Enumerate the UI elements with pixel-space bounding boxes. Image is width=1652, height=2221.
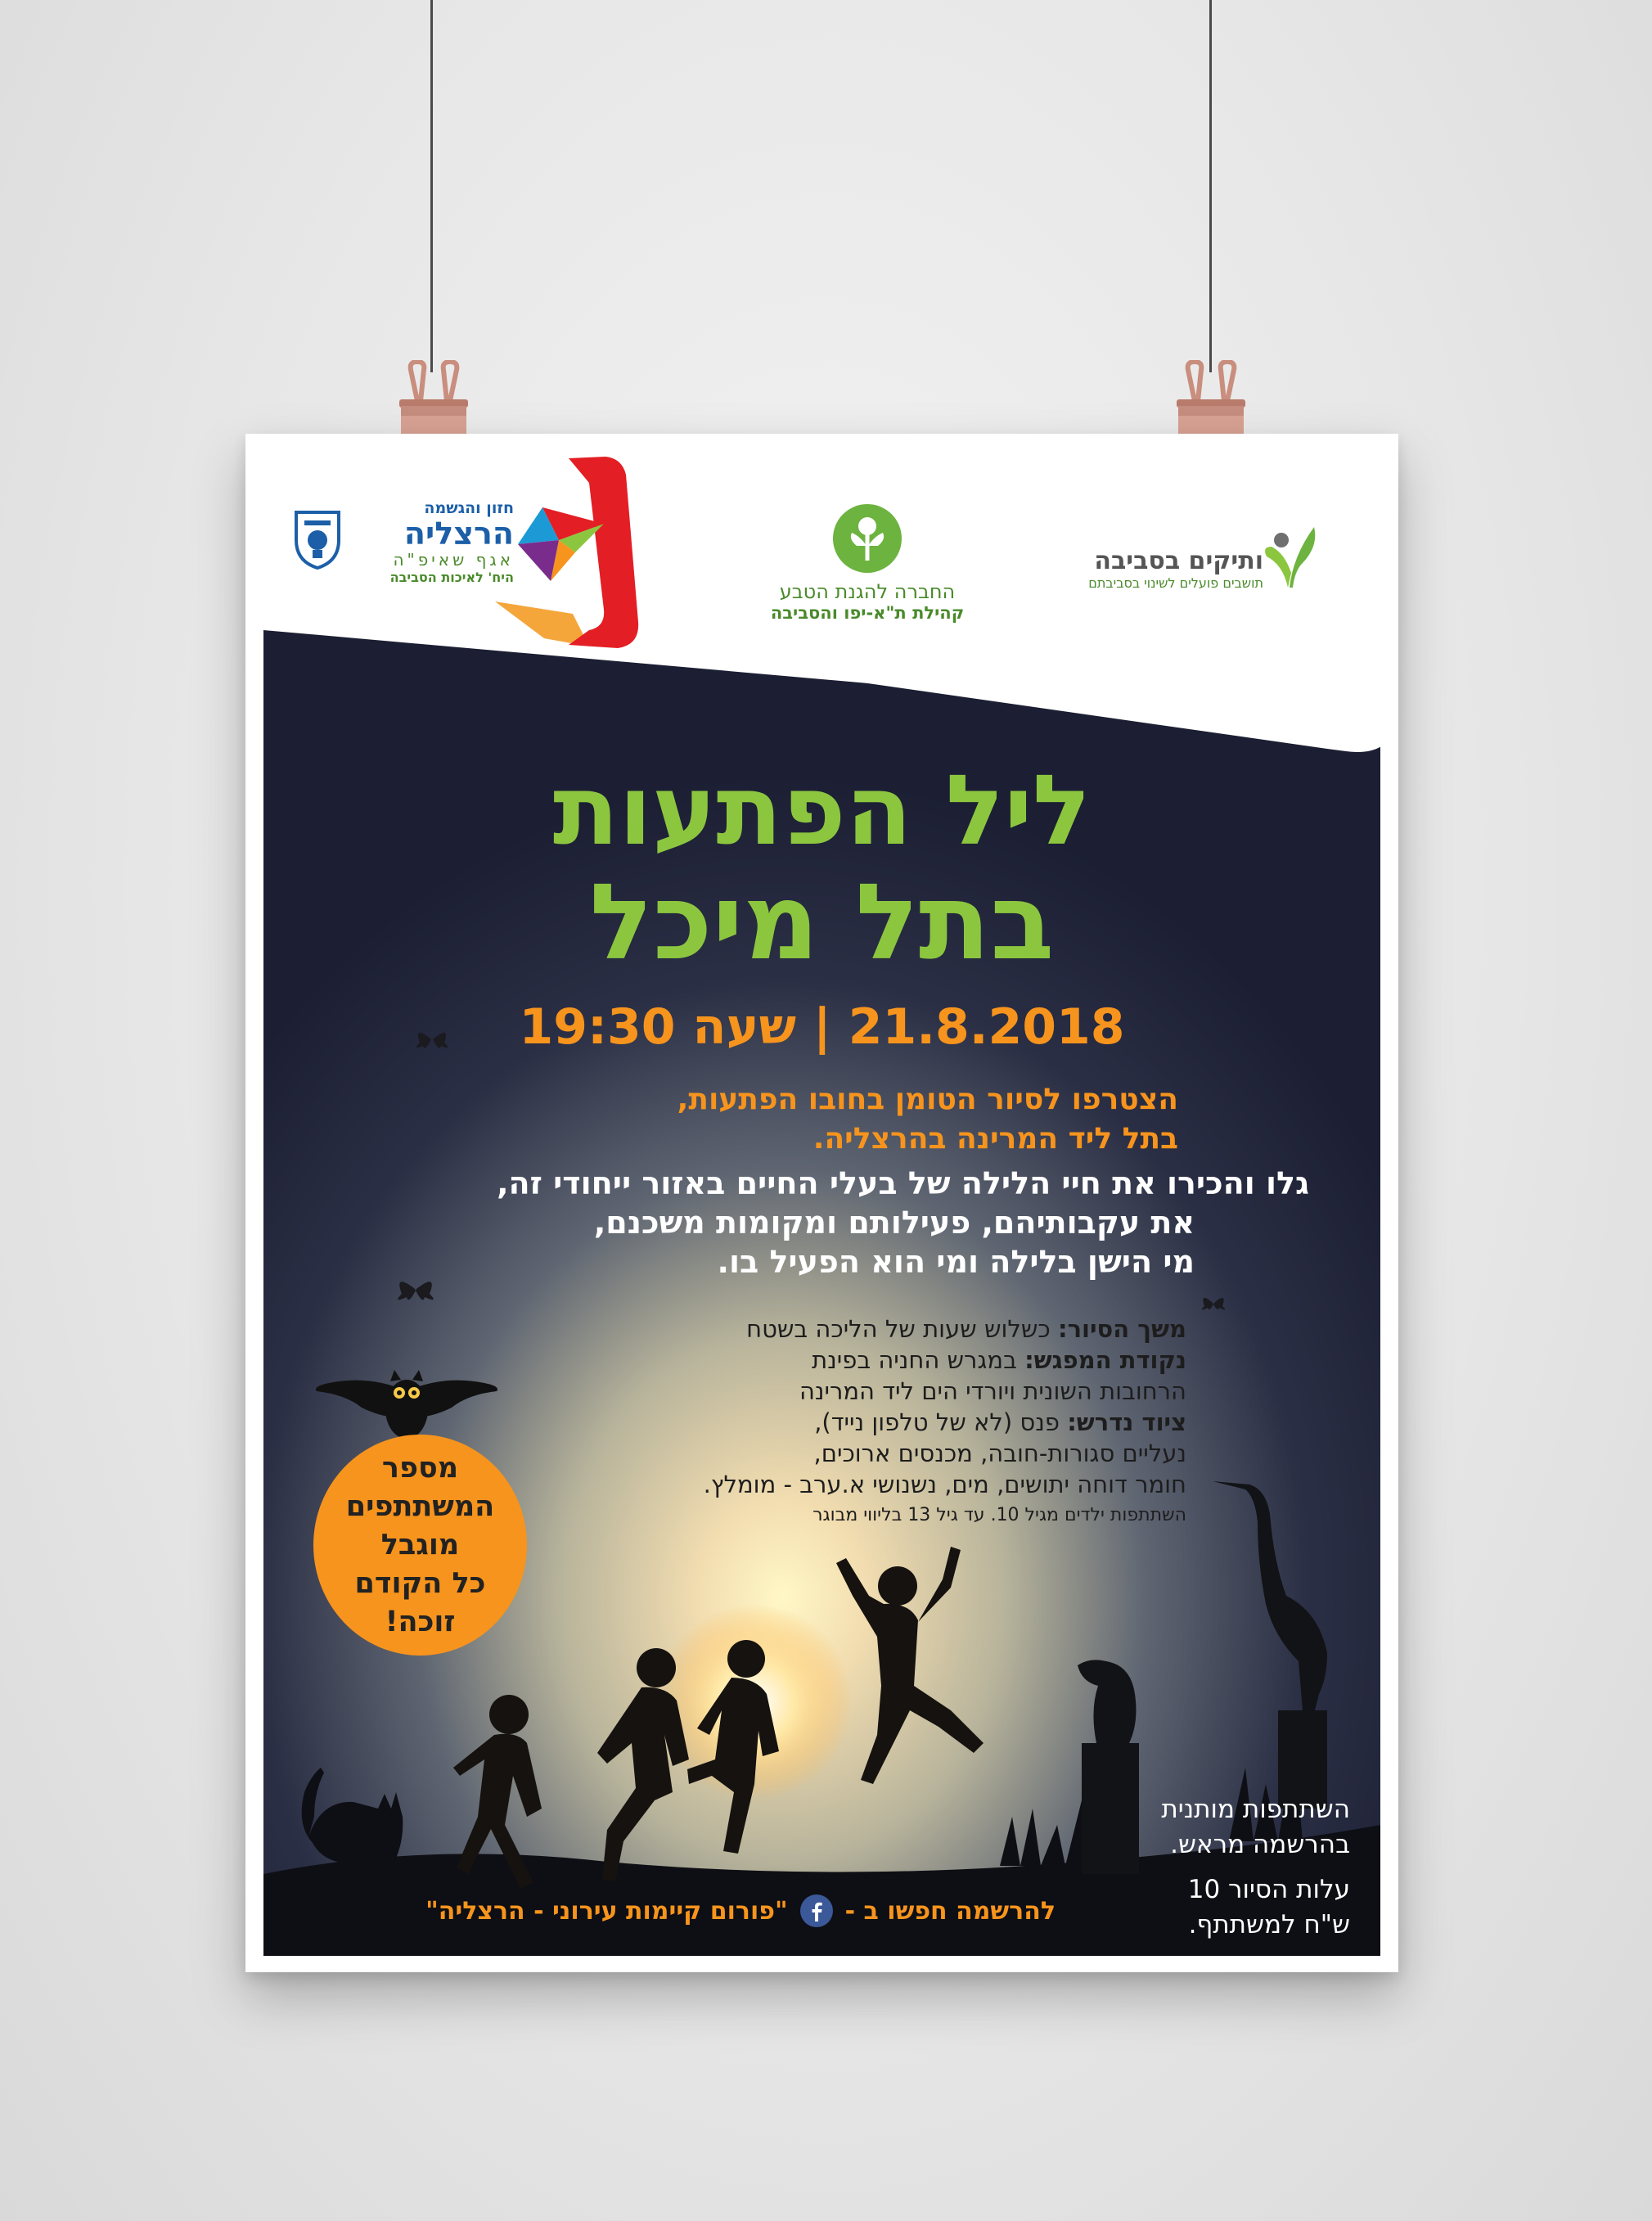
spni-logo xyxy=(769,503,966,626)
herzliya-logo-line3: אגף שאיפ"ה xyxy=(393,550,514,570)
registration-prefix: להרשמה חפשו ב - xyxy=(844,1896,1056,1926)
badge-line2: המשתתפים xyxy=(345,1489,495,1523)
event-poster xyxy=(245,434,1398,1972)
tour-details xyxy=(515,1313,1186,1531)
duration-row xyxy=(515,1313,1186,1345)
intro-white-line1: גלו והכירו את חיי הלילה של בעלי החיים באזור ייחודי זה, xyxy=(497,1165,1309,1201)
herzliya-star-icon xyxy=(518,507,604,581)
badge-line3: מוגבל xyxy=(380,1528,460,1561)
herzliya-logo-line1: חזון והגשמה xyxy=(424,499,514,517)
note-line4: ש"ח למשתתף. xyxy=(1188,1910,1350,1939)
note-line2: בהרשמה מראש. xyxy=(1170,1830,1350,1859)
equipment-line2: נעליים סגורות-חובה, מכנסים ארוכים, xyxy=(813,1439,1186,1467)
registration-forum-name: "פורום קיימות עירוני - הרצליה" xyxy=(425,1896,788,1926)
equipment-value: פנס (לא של טלפון נייד), xyxy=(814,1408,1060,1436)
herzliya-logo-line2: הרצליה xyxy=(403,516,514,552)
meeting-label: נקודת המפגש: xyxy=(1024,1346,1186,1374)
duration-label: משך הסיור: xyxy=(1057,1315,1186,1343)
badge-line4: כל הקודם xyxy=(354,1566,486,1600)
badge-line5: זוכה! xyxy=(385,1605,456,1638)
intro-white-line2: את עקבותיהם, פעילותם ומקומות משכנם, xyxy=(593,1205,1195,1241)
vatikim-logo xyxy=(1072,524,1317,630)
note-line3: עלות הסיור 10 xyxy=(1187,1875,1350,1904)
intro-white-line3: מי הישן בלילה ומי הוא הפעיל בו. xyxy=(717,1244,1195,1280)
herzliya-logo xyxy=(293,499,604,614)
meeting-value-line2: הרחובות השונית ויורדי הים ליד המרינה xyxy=(799,1377,1186,1405)
intro-orange-line2: בתל ליד המרינה בהרצליה. xyxy=(812,1122,1178,1156)
meeting-row xyxy=(515,1345,1186,1376)
vatikim-sprout-icon xyxy=(1260,524,1317,589)
spni-flower-icon xyxy=(832,503,903,574)
equipment-line3: חומר דוחה יתושים, מים, נשנושי א.ערב - מומלץ. xyxy=(703,1471,1186,1498)
limited-participants-badge xyxy=(313,1435,527,1656)
children-note: השתתפות ילדים מגיל 10. עד גיל 13 בליווי מבוגר xyxy=(812,1505,1186,1525)
intro-text xyxy=(344,1080,1309,1282)
equipment-row xyxy=(515,1407,1186,1438)
hanging-wire-left xyxy=(430,0,433,372)
poster-title-line2: בתל מיכל xyxy=(589,862,1055,984)
badge-line1: מספר xyxy=(381,1451,459,1484)
equipment-label: ציוד נדרש: xyxy=(1067,1408,1186,1436)
vatikim-logo-line1: ותיקים בסביבה xyxy=(1094,547,1263,575)
hanging-wire-right xyxy=(1209,0,1212,372)
intro-orange-line1: הצטרפו לסיור הטומן בחובו הפתעות, xyxy=(677,1083,1178,1116)
poster-title-line1: ליל הפתעות xyxy=(552,754,1092,867)
spni-logo-line1: החברה להגנת הטבע xyxy=(779,580,956,603)
event-date-time: 21.8.2018 | שעה 19:30 xyxy=(519,998,1125,1056)
note-line1: השתתפות מותנית xyxy=(1161,1795,1350,1824)
registration-line xyxy=(352,1892,1056,1930)
meeting-value: במגרש החניה בפינת xyxy=(812,1346,1017,1374)
registration-cost-note xyxy=(1154,1792,1350,1943)
herzliya-logo-line4: היח' לאיכות הסביבה xyxy=(389,570,514,585)
vatikim-logo-line2: תושבים פועלים לשינוי בסביבתם xyxy=(1088,575,1263,591)
spni-logo-line2: קהילת ת"א-יפו והסביבה xyxy=(770,603,965,623)
duration-value: כשלוש שעות של הליכה בשטח xyxy=(746,1315,1051,1343)
facebook-icon[interactable] xyxy=(799,1894,834,1928)
